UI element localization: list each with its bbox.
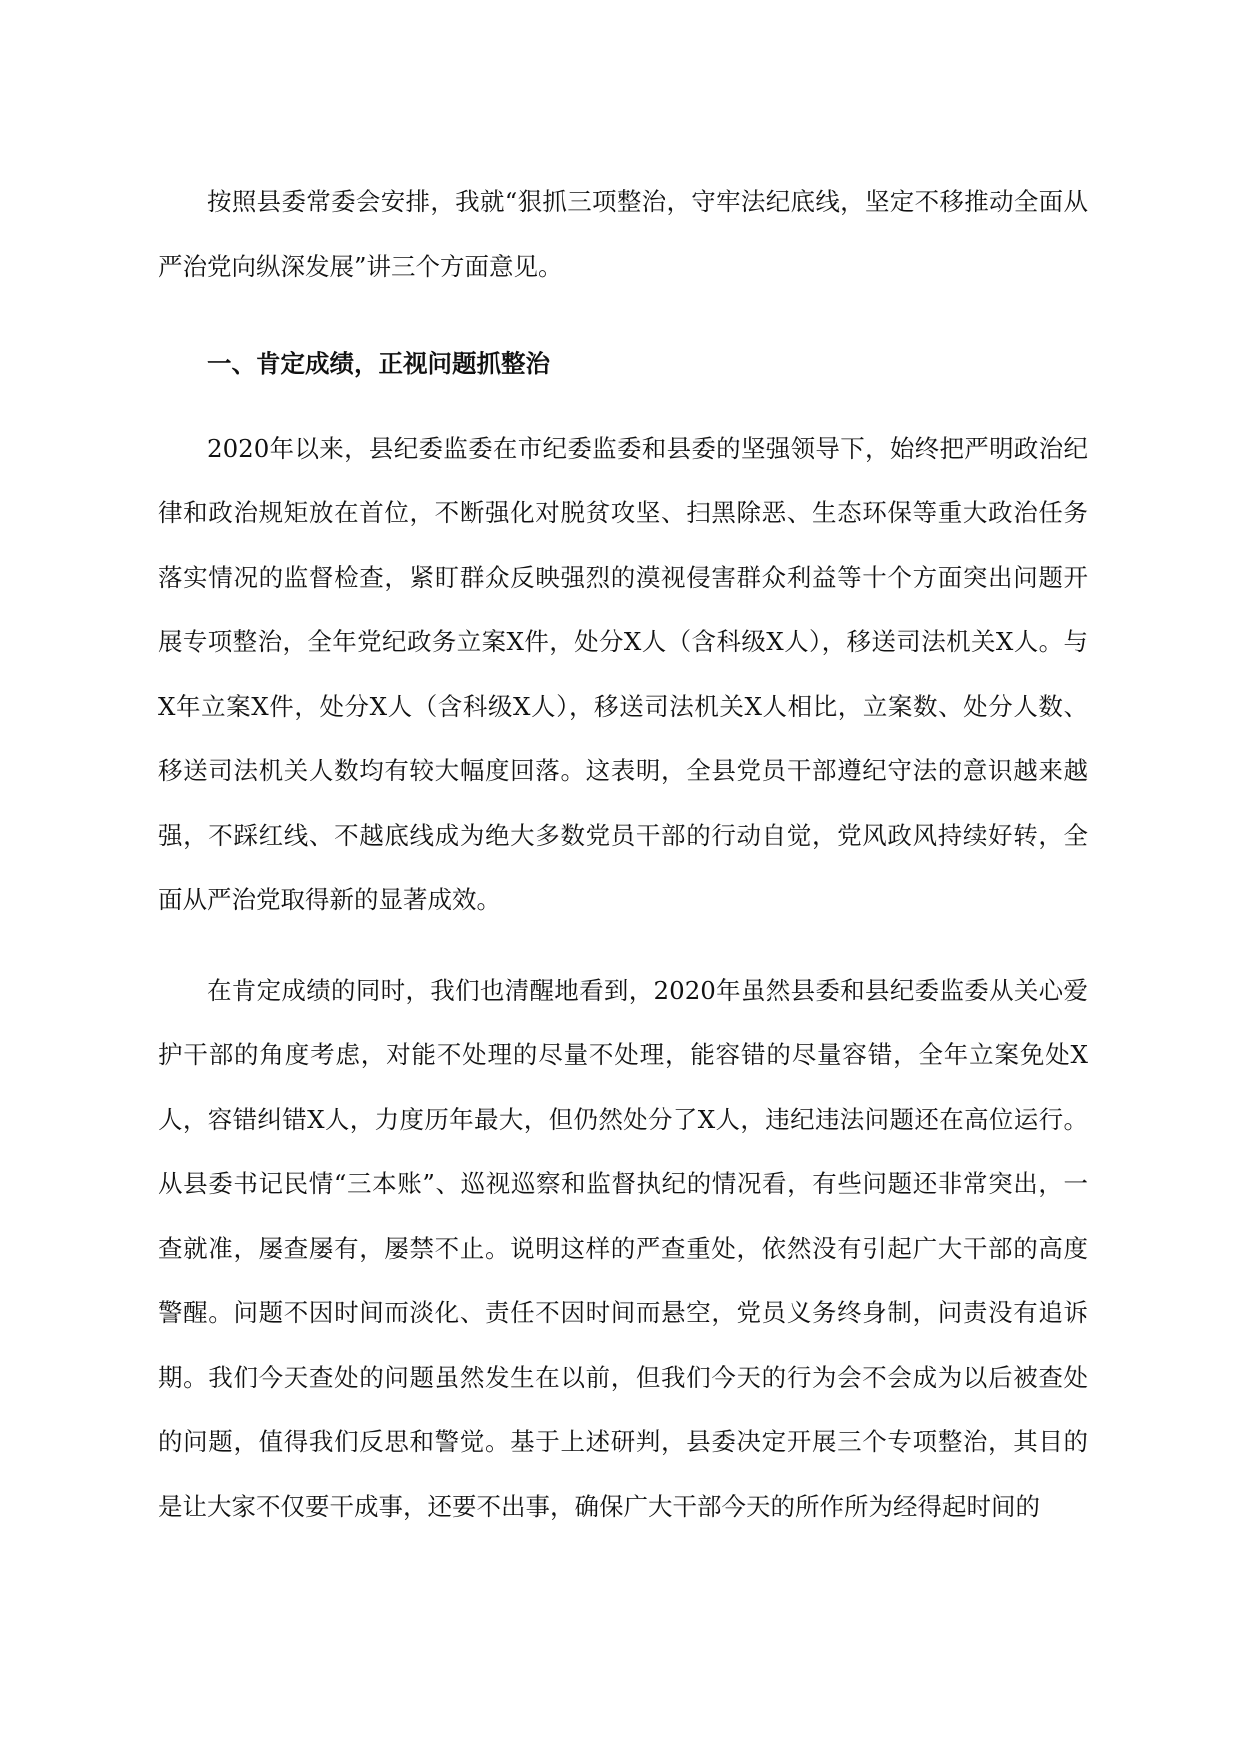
document-body (158, 170, 1088, 1539)
body-paragraph-1: 2020年以来，县纪委监委在市纪委监委和县委的坚强领导下，始终把严明政治纪律和政治规矩放在首位，不断强化对脱贫攻坚、扫黑除恶、生态环保等重大政治任务落实情况的监督检查，紧盯群众反映强烈的漠视侵害群众利益等十个方面突出问题开展专项整治，全年党纪政务立案X件，处分X人（含科级X人），移送司法机关X人。与X年立案X件，处分X人（含科级X人），移送司法机关X人相比，立案数、处分人数、移送司法机关人数均有较大幅度回落。这表明，全县党员干部遵纪守法的意识越来越强，不踩红线、不越底线成为绝大多数党员干部的行动自觉，党风政风持续好转，全面从严治党取得新的显著成效。 (158, 433, 1088, 914)
body-paragraph-2: 在肯定成绩的同时，我们也清醒地看到，2020年虽然县委和县纪委监委从关心爱护干部的角度考虑，对能不处理的尽量不处理，能容错的尽量容错，全年立案免处X人，容错纠错X人，力度历年最大，但仍然处分了X人，违纪违法问题还在高位运行。从县委书记民情“三本账”、巡视巡察和监督执纪的情况看，有些问题还非常突出，一查就准，屡查屡有，屡禁不止。说明这样的严查重处，依然没有引起广大干部的高度警醒。问题不因时间而淡化、责任不因时间而悬空，党员义务终身制，问责没有追诉期。我们今天查处的问题虽然发生在以前，但我们今天的行为会不会成为以后被查处的问题，值得我们反思和警觉。基于上述研判，县委决定开展三个专项整治，其目的是让大家不仅要干成事，还要不出事，确保广大干部今天的所作所为经得起时间的 (158, 975, 1088, 1521)
intro-paragraph: 按照县委常委会安排，我就“狠抓三项整治，守牢法纪底线，坚定不移推动全面从严治党向纵深发展”讲三个方面意见。 (158, 187, 1088, 281)
section-heading: 一、肯定成绩，正视问题抓整治 (207, 349, 550, 378)
